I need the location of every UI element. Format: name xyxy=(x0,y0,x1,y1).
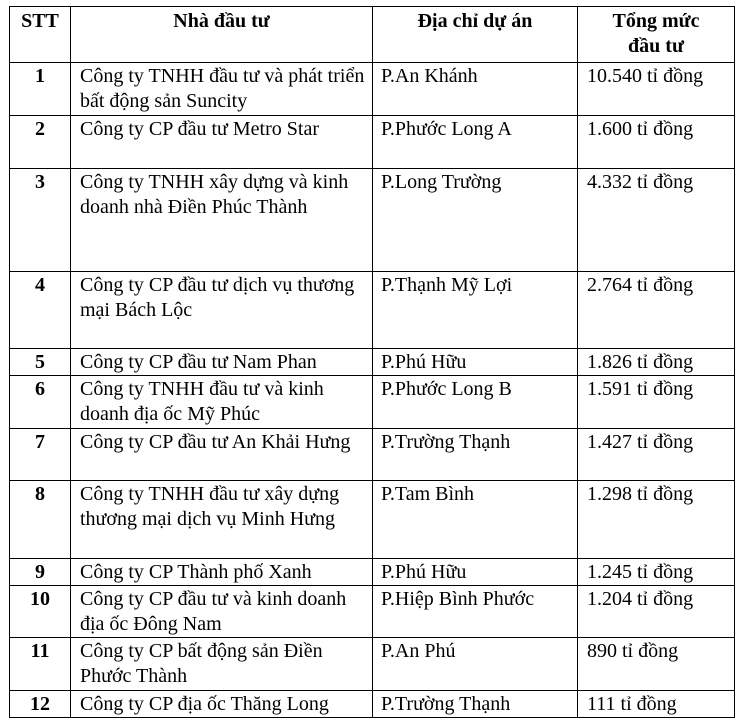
row-total: 1.591 tỉ đồng xyxy=(578,376,735,429)
row-address: P.Phước Long B xyxy=(373,376,578,429)
row-stt: 5 xyxy=(10,349,71,376)
table-row xyxy=(10,272,735,349)
table-row xyxy=(10,691,735,718)
table-row xyxy=(10,376,735,429)
row-total: 1.826 tỉ đồng xyxy=(578,349,735,376)
investment-table xyxy=(9,6,735,718)
row-investor: Công ty CP Thành phố Xanh xyxy=(71,559,373,586)
row-total: 10.540 tỉ đồng xyxy=(578,63,735,116)
row-total: 890 tỉ đồng xyxy=(578,638,735,691)
row-investor: Công ty TNHH đầu tư và phát triển bất động sản Suncity xyxy=(71,63,373,116)
table-row xyxy=(10,638,735,691)
row-total: 1.204 tỉ đồng xyxy=(578,586,735,638)
row-address: P.Phú Hữu xyxy=(373,559,578,586)
row-address: P.Hiệp Bình Phước xyxy=(373,586,578,638)
table-row xyxy=(10,481,735,559)
row-address: P.Thạnh Mỹ Lợi xyxy=(373,272,578,349)
row-stt: 1 xyxy=(10,63,71,116)
row-investor: Công ty TNHH đầu tư xây dựng thương mại dịch vụ Minh Hưng xyxy=(71,481,373,559)
row-address: P.Trường Thạnh xyxy=(373,429,578,481)
table-row xyxy=(10,116,735,169)
row-stt: 11 xyxy=(10,638,71,691)
table-row xyxy=(10,63,735,116)
row-stt: 9 xyxy=(10,559,71,586)
row-address: P.Tam Bình xyxy=(373,481,578,559)
row-stt: 4 xyxy=(10,272,71,349)
header-stt: STT xyxy=(10,7,71,63)
row-investor: Công ty CP đầu tư Nam Phan xyxy=(71,349,373,376)
row-address: P.An Khánh xyxy=(373,63,578,116)
row-address: P.An Phú xyxy=(373,638,578,691)
row-total: 111 tỉ đồng xyxy=(578,691,735,718)
row-stt: 2 xyxy=(10,116,71,169)
row-total: 1.298 tỉ đồng xyxy=(578,481,735,559)
row-stt: 10 xyxy=(10,586,71,638)
row-stt: 12 xyxy=(10,691,71,718)
row-address: P.Phước Long A xyxy=(373,116,578,169)
header-address: Địa chỉ dự án xyxy=(373,7,578,63)
row-stt: 6 xyxy=(10,376,71,429)
header-total: Tổng mức đầu tư xyxy=(578,7,735,63)
row-address: P.Trường Thạnh xyxy=(373,691,578,718)
row-total: 1.427 tỉ đồng xyxy=(578,429,735,481)
row-address: P.Phú Hữu xyxy=(373,349,578,376)
row-stt: 8 xyxy=(10,481,71,559)
row-investor: Công ty CP đầu tư Metro Star xyxy=(71,116,373,169)
table-row xyxy=(10,349,735,376)
row-investor: Công ty CP đầu tư An Khải Hưng xyxy=(71,429,373,481)
row-investor: Công ty CP bất động sản Điền Phước Thành xyxy=(71,638,373,691)
row-stt: 3 xyxy=(10,169,71,272)
row-investor: Công ty TNHH xây dựng và kinh doanh nhà Điền Phúc Thành xyxy=(71,169,373,272)
row-investor: Công ty CP đầu tư và kinh doanh địa ốc Đông Nam xyxy=(71,586,373,638)
row-total: 4.332 tỉ đồng xyxy=(578,169,735,272)
row-investor: Công ty TNHH đầu tư và kinh doanh địa ốc Mỹ Phúc xyxy=(71,376,373,429)
table-row xyxy=(10,429,735,481)
row-total: 1.600 tỉ đồng xyxy=(578,116,735,169)
row-investor: Công ty CP địa ốc Thăng Long xyxy=(71,691,373,718)
row-total: 2.764 tỉ đồng xyxy=(578,272,735,349)
row-stt: 7 xyxy=(10,429,71,481)
table-row xyxy=(10,586,735,638)
table-header-row xyxy=(10,7,735,63)
header-investor: Nhà đầu tư xyxy=(71,7,373,63)
row-total: 1.245 tỉ đồng xyxy=(578,559,735,586)
table-row xyxy=(10,169,735,272)
row-address: P.Long Trường xyxy=(373,169,578,272)
table-row xyxy=(10,559,735,586)
row-investor: Công ty CP đầu tư dịch vụ thương mại Bách Lộc xyxy=(71,272,373,349)
